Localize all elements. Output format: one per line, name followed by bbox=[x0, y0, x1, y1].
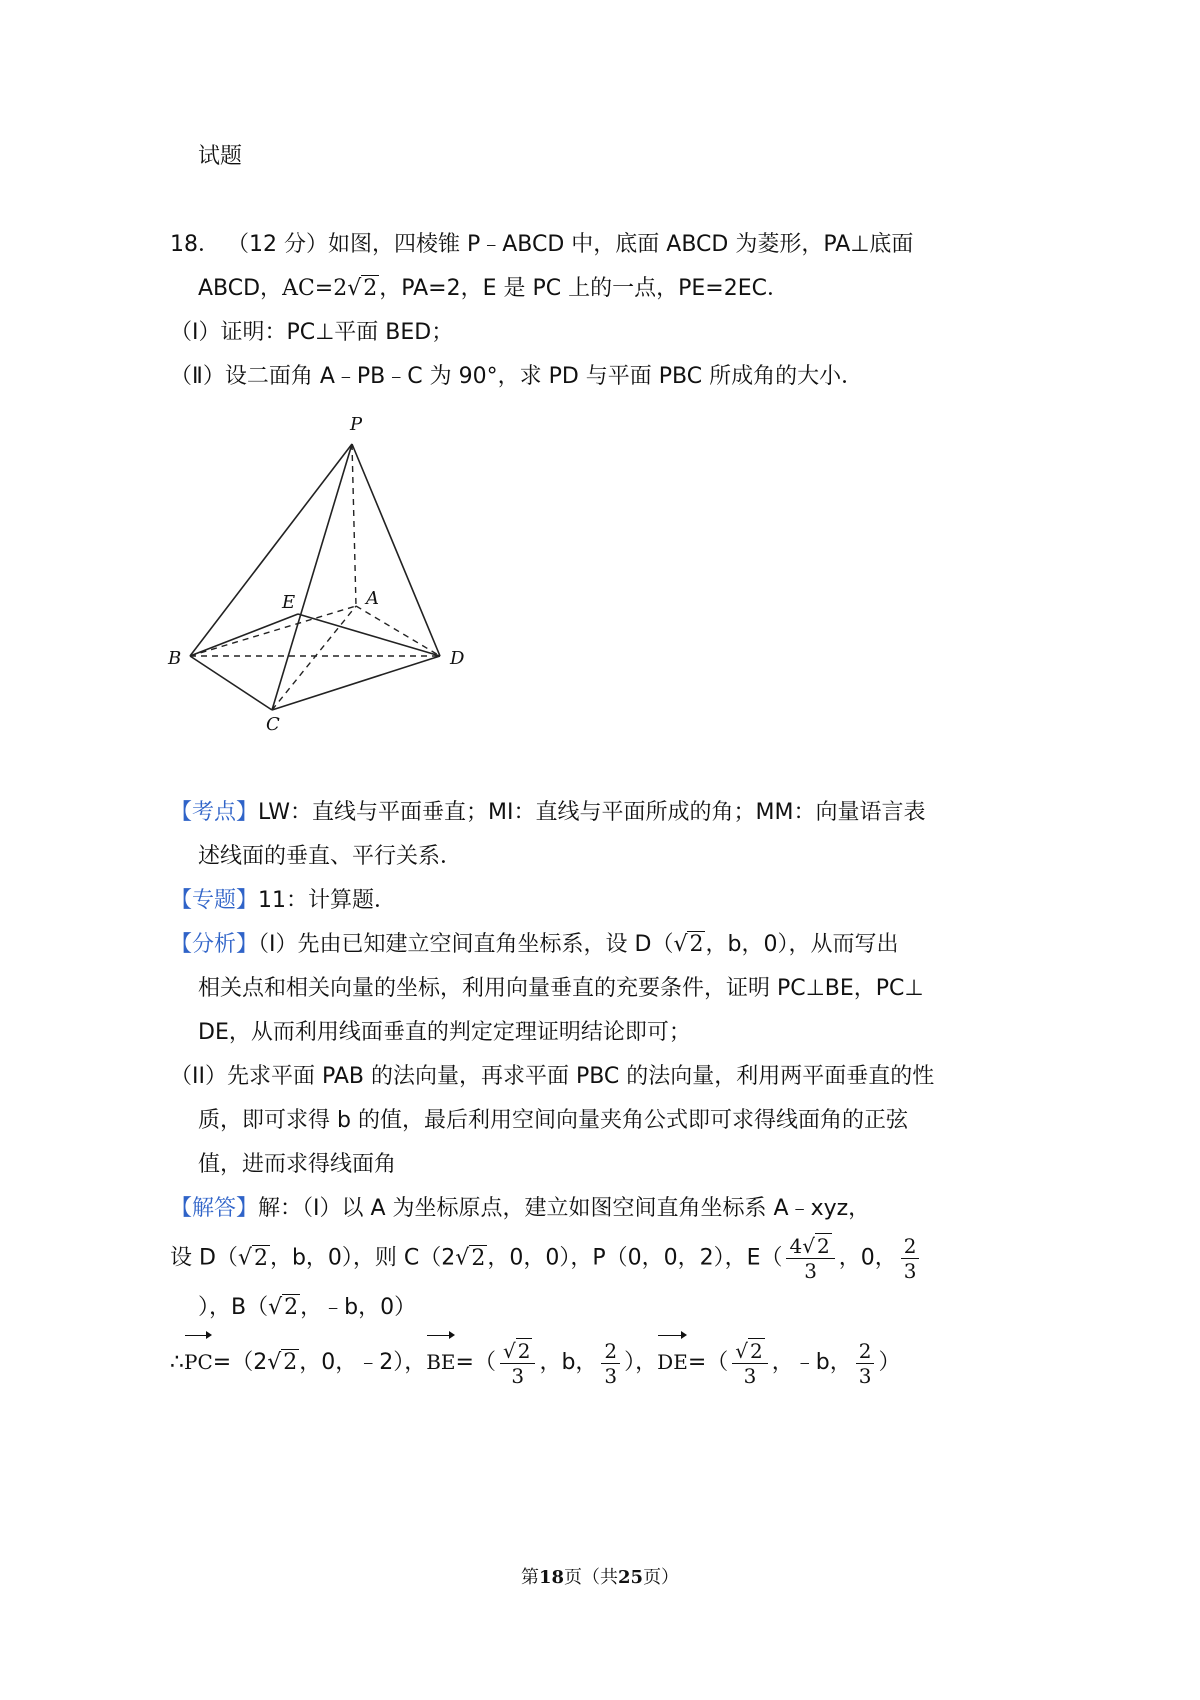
page-number: 18 bbox=[538, 1567, 564, 1588]
fenxi-line-5: 质，即可求得 b 的值，最后利用空间向量夹角公式即可求得线面角的正弦 bbox=[198, 1108, 908, 1133]
ac-formula: AC=2√2 bbox=[282, 276, 378, 301]
fenxi-line-1: 【分析】（I）先由已知建立空间直角坐标系，设 D（√2，b，0），从而写出 bbox=[170, 932, 899, 957]
edge-ba bbox=[190, 606, 356, 656]
problem-part-1: （Ⅰ）证明：PC⊥平面 BED； bbox=[170, 320, 454, 345]
problem-text-1: （12 分）如图，四棱锥 P﹣ABCD 中，底面 ABCD 为菱形，PA⊥底面 bbox=[227, 232, 914, 257]
fenxi-tag: 【分析】 bbox=[170, 932, 259, 957]
fraction-de-z: $\frac{2}{3}$ bbox=[856, 1341, 875, 1386]
edge-ed bbox=[298, 614, 440, 656]
vector-be: BE bbox=[426, 1334, 455, 1384]
label-a: A bbox=[366, 588, 379, 609]
vector-de: DE bbox=[657, 1334, 688, 1384]
vector-pc: PC bbox=[184, 1334, 213, 1384]
fenxi-line-6: 值，进而求得线面角 bbox=[198, 1152, 397, 1177]
fraction-e-x: $\frac{4√ 2}{3}$ bbox=[786, 1236, 834, 1281]
jieda-line-3: ），B（√2，﹣b，0） bbox=[198, 1295, 417, 1320]
fenxi-line-4: （II）先求平面 PAB 的法向量，再求平面 PBC 的法向量，利用两平面垂直的性 bbox=[170, 1064, 935, 1089]
edge-ad bbox=[356, 606, 440, 656]
jieda-line-2: 设 D（√2，b，0），则 C（2√2，0，0），P（0，0，2），E（ $\frac{4√ 2}{3}$ ，0， $\frac{2}{3}$ bbox=[170, 1236, 923, 1281]
kaodian-line-1: 【考点】LW：直线与平面垂直；MI：直线与平面所成的角；MM：向量语言表 bbox=[170, 800, 926, 825]
edge-pc bbox=[272, 444, 352, 710]
therefore-symbol: ∴ bbox=[170, 1350, 184, 1375]
label-e: E bbox=[282, 592, 296, 613]
jieda-line-4: ∴PC=（2√2，0，﹣2），BE=（ $\frac{√ 2}{3}$ ，b， $\frac{2}{3}$ ），DE=（ $\frac{√ 2}{3}$ ，﹣b， $\frac{2}{3}$ ） bbox=[170, 1334, 900, 1386]
problem-number: 18． bbox=[170, 232, 220, 257]
fraction-be-x: $\frac{√ 2}{3}$ bbox=[500, 1341, 535, 1386]
fraction-e-z: $\frac{2}{3}$ bbox=[901, 1236, 920, 1281]
edge-cd bbox=[272, 656, 440, 710]
fraction-de-x: $\frac{√ 2}{3}$ bbox=[732, 1341, 767, 1386]
label-b: B bbox=[168, 648, 182, 669]
diagonal-ca bbox=[272, 606, 356, 710]
fenxi-line-2: 相关点和相关向量的坐标，利用向量垂直的充要条件，证明 PC⊥BE，PC⊥ bbox=[198, 976, 924, 1001]
jieda-tag: 【解答】 bbox=[170, 1196, 259, 1221]
kaodian-line-2: 述线面的垂直、平行关系． bbox=[198, 844, 463, 869]
fraction-be-z: $\frac{2}{3}$ bbox=[601, 1341, 620, 1386]
section-label: 试题 bbox=[198, 144, 243, 169]
zhuanti-tag: 【专题】 bbox=[170, 888, 259, 913]
pyramid-figure bbox=[170, 408, 490, 738]
label-p: P bbox=[350, 414, 363, 435]
kaodian-tag: 【考点】 bbox=[170, 800, 259, 825]
label-c: C bbox=[266, 714, 280, 735]
label-d: D bbox=[450, 648, 465, 669]
edge-bc bbox=[190, 656, 272, 710]
problem-line-2: ABCD，AC=2√2，PA=2，E 是 PC 上的一点，PE=2EC． bbox=[198, 276, 789, 301]
edge-pd bbox=[352, 444, 440, 656]
problem-part-2: （Ⅱ）设二面角 A﹣PB﹣C 为 90°，求 PD 与平面 PBC 所成角的大小． bbox=[170, 364, 864, 389]
page-footer: 第18页（共25页） bbox=[520, 1567, 680, 1588]
page-total: 25 bbox=[618, 1567, 644, 1588]
zhuanti-line: 【专题】11：计算题． bbox=[170, 888, 397, 913]
fenxi-line-3: DE，从而利用线面垂直的判定定理证明结论即可； bbox=[198, 1020, 691, 1045]
jieda-line-1: 【解答】解：（I）以 A 为坐标原点，建立如图空间直角坐标系 A﹣xyz， bbox=[170, 1196, 871, 1221]
problem-line-1 bbox=[170, 234, 913, 256]
edge-pa bbox=[352, 444, 356, 606]
